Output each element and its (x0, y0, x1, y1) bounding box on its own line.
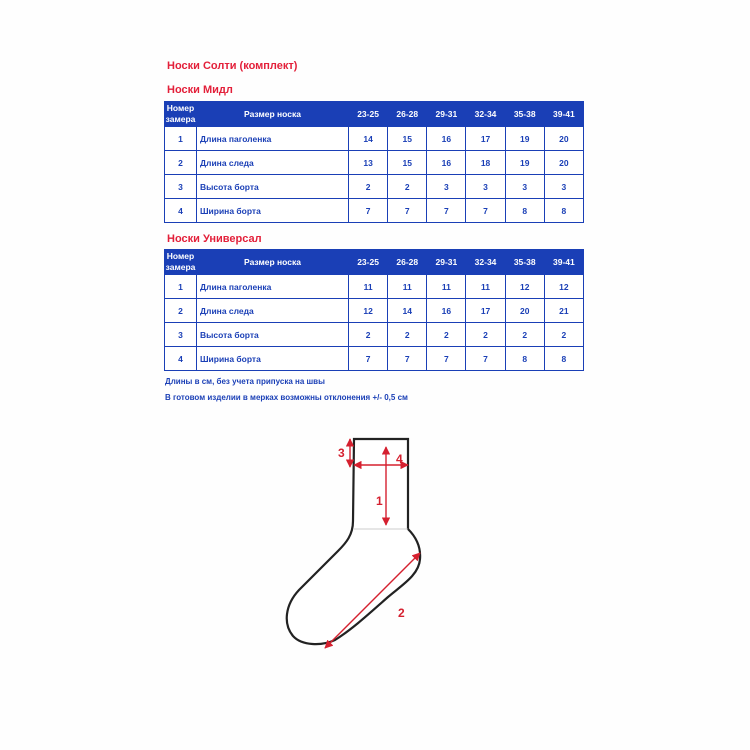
cell-value: 19 (505, 151, 544, 175)
cell-value: 8 (505, 199, 544, 223)
table-row (165, 347, 584, 371)
header-size: 26-28 (388, 102, 427, 127)
row-name: Ширина борта (197, 347, 349, 371)
cell-value: 7 (388, 199, 427, 223)
size-table-universal (164, 249, 584, 371)
cell-value: 2 (544, 323, 583, 347)
cell-value: 3 (466, 175, 505, 199)
cell-value: 20 (544, 151, 583, 175)
cell-value: 13 (349, 151, 388, 175)
cell-value: 3 (427, 175, 466, 199)
table-title-midl: Носки Мидл (167, 84, 233, 96)
table-row (165, 299, 584, 323)
cell-value: 2 (349, 175, 388, 199)
cell-value: 12 (349, 299, 388, 323)
cell-value: 2 (427, 323, 466, 347)
header-number: Номер замера (165, 102, 197, 127)
cell-value: 2 (349, 323, 388, 347)
header-size: 39-41 (544, 250, 583, 275)
measure-label-4: 4 (396, 452, 403, 466)
cell-value: 7 (466, 199, 505, 223)
cell-value: 8 (544, 199, 583, 223)
table-row (165, 323, 584, 347)
header-size: 26-28 (388, 250, 427, 275)
row-number: 4 (165, 347, 197, 371)
header-number: Номер замера (165, 250, 197, 275)
sock-diagram (280, 425, 450, 655)
cell-value: 7 (427, 347, 466, 371)
header-size: 29-31 (427, 102, 466, 127)
measure-label-2: 2 (398, 606, 405, 620)
cell-value: 12 (505, 275, 544, 299)
cell-value: 8 (544, 347, 583, 371)
cell-value: 11 (466, 275, 505, 299)
row-number: 1 (165, 275, 197, 299)
row-name: Высота борта (197, 175, 349, 199)
header-size: 32-34 (466, 250, 505, 275)
table-header-row (165, 102, 584, 127)
row-number: 3 (165, 323, 197, 347)
cell-value: 7 (388, 347, 427, 371)
row-number: 2 (165, 299, 197, 323)
cell-value: 11 (388, 275, 427, 299)
header-size: 29-31 (427, 250, 466, 275)
table-row (165, 151, 584, 175)
table-row (165, 199, 584, 223)
cell-value: 17 (466, 127, 505, 151)
row-number: 1 (165, 127, 197, 151)
row-name: Длина паголенка (197, 127, 349, 151)
cell-value: 21 (544, 299, 583, 323)
measure-label-3: 3 (338, 446, 345, 460)
cell-value: 20 (505, 299, 544, 323)
cell-value: 11 (349, 275, 388, 299)
row-number: 2 (165, 151, 197, 175)
header-size-name: Размер носка (197, 102, 349, 127)
row-number: 3 (165, 175, 197, 199)
cell-value: 2 (505, 323, 544, 347)
cell-value: 7 (349, 347, 388, 371)
size-table-midl (164, 101, 584, 223)
cell-value: 18 (466, 151, 505, 175)
cell-value: 14 (388, 299, 427, 323)
row-name: Высота борта (197, 323, 349, 347)
cell-value: 15 (388, 151, 427, 175)
table-header-row (165, 250, 584, 275)
header-size: 23-25 (349, 250, 388, 275)
cell-value: 11 (427, 275, 466, 299)
row-number: 4 (165, 199, 197, 223)
cell-value: 16 (427, 151, 466, 175)
cell-value: 12 (544, 275, 583, 299)
table-row (165, 275, 584, 299)
cell-value: 7 (427, 199, 466, 223)
header-size: 39-41 (544, 102, 583, 127)
row-name: Ширина борта (197, 199, 349, 223)
cell-value: 17 (466, 299, 505, 323)
header-size: 35-38 (505, 102, 544, 127)
table-title-universal: Носки Универсал (167, 233, 262, 245)
cell-value: 3 (544, 175, 583, 199)
measure-label-1: 1 (376, 494, 383, 508)
table-row (165, 127, 584, 151)
table-row (165, 175, 584, 199)
row-name: Длина следа (197, 299, 349, 323)
note-tolerance: В готовом изделии в мерках возможны отклонения +/- 0,5 см (165, 393, 408, 402)
cell-value: 14 (349, 127, 388, 151)
header-size: 23-25 (349, 102, 388, 127)
cell-value: 7 (466, 347, 505, 371)
page-title: Носки Солти (комплект) (167, 60, 298, 72)
header-size: 32-34 (466, 102, 505, 127)
cell-value: 8 (505, 347, 544, 371)
note-units: Длины в см, без учета припуска на швы (165, 377, 325, 386)
row-name: Длина паголенка (197, 275, 349, 299)
cell-value: 19 (505, 127, 544, 151)
cell-value: 2 (388, 175, 427, 199)
header-size: 35-38 (505, 250, 544, 275)
cell-value: 2 (466, 323, 505, 347)
cell-value: 16 (427, 299, 466, 323)
row-name: Длина следа (197, 151, 349, 175)
cell-value: 16 (427, 127, 466, 151)
cell-value: 7 (349, 199, 388, 223)
cell-value: 15 (388, 127, 427, 151)
header-size-name: Размер носка (197, 250, 349, 275)
cell-value: 20 (544, 127, 583, 151)
cell-value: 3 (505, 175, 544, 199)
cell-value: 2 (388, 323, 427, 347)
